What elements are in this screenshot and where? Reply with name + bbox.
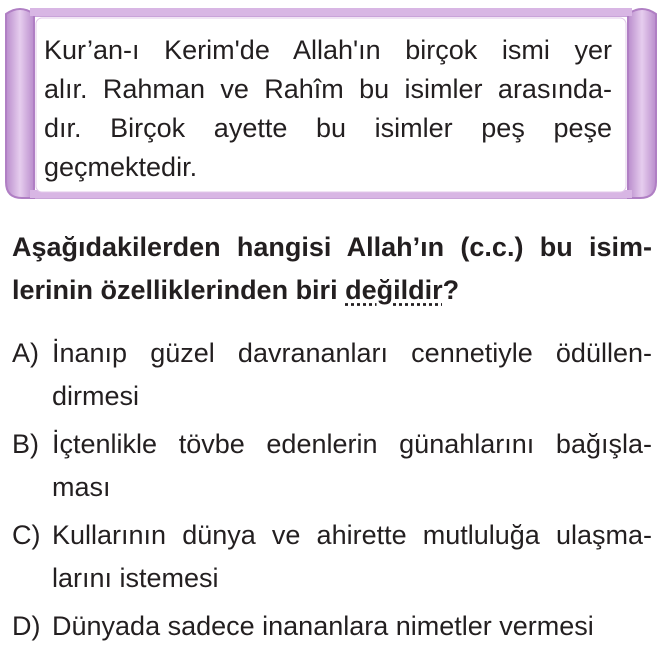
option-line: dirmesi [52,381,140,411]
option-letter: B) [12,429,39,459]
option-c[interactable] [12,514,652,600]
option-line: İnanıp güzel davrananları cennetiyle ödüllen- [52,338,652,368]
option-line: larını istemesi [52,563,219,593]
option-letter: C) [12,520,41,550]
option-text [52,332,652,418]
passage-line: Kur’an-ı Kerim'de Allah'ın birçok ismi yer [44,35,612,65]
option-line: İçtenlikle tövbe edenlerin günahlarını bağışla- [52,429,652,459]
option-d[interactable] [12,605,652,648]
option-text [52,514,652,600]
question-text: lerinin özelliklerinden biri [12,275,346,305]
option-text [52,423,652,509]
passage-line: dır. Birçok ayette bu isimler peş peşe [44,113,612,143]
option-a[interactable] [12,332,652,418]
question-line [12,269,652,312]
passage-text [44,31,612,187]
option-letter: D) [12,611,41,641]
question-line: Aşağıdakilerden hangisi Allah’ın (c.c.) bu isim- [12,232,652,262]
option-b[interactable] [12,423,652,509]
passage-line: geçmektedir. [44,152,198,182]
option-line: Dünyada sadece inananlara nimetler vermesi [52,611,594,641]
passage-box [0,0,662,205]
question-mark: ? [442,275,460,305]
emphasized-word: değildir [345,275,443,305]
option-text [52,605,652,648]
answer-options [12,332,652,648]
option-letter: A) [12,338,39,368]
option-line: Kullarının dünya ve ahirette mutluluğa ulaşma- [52,520,652,550]
question-stem [12,226,652,312]
option-line: ması [52,472,111,502]
passage-line: alır. Rahman ve Rahîm bu isimler arasında- [44,74,612,104]
